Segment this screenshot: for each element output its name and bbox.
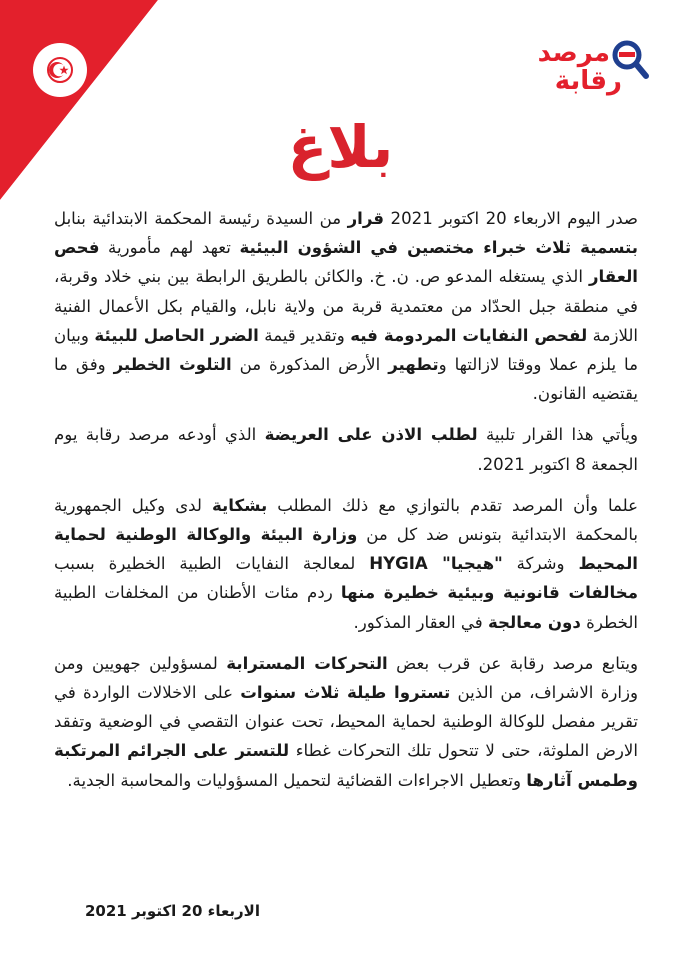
text-span: صدر اليوم الاربعاء 20 اكتوبر 2021 <box>384 209 638 228</box>
text-span: ردم مئات الأطنان من المخلفات الطبية الخطرة <box>54 583 638 632</box>
logo <box>538 36 650 102</box>
text-span: وتعطيل الاجراءات القضائية لتحميل المسؤوليات والمحاسبة الجدية. <box>67 770 527 790</box>
bold-span: لطلب الاذن على العريضة <box>264 425 478 445</box>
text-span: لدى وكيل الجمهورية بالمحكمة الابتدائية بتونس ضد كل من <box>54 495 638 545</box>
page-title: بلاغ <box>287 113 394 181</box>
text-span: الأرض المذكورة من <box>231 355 389 375</box>
bold-span: تستروا طيلة ثلاث سنوات <box>240 683 451 703</box>
bold-span: التلوث الخطير <box>113 355 232 375</box>
document-date: الاربعاء 20 اكتوبر 2021 <box>84 902 260 920</box>
bold-span: قرار <box>347 209 385 228</box>
tunisia-flag-icon <box>33 43 87 97</box>
bold-span: الضرر الحاصل للبيئة <box>94 325 259 345</box>
paragraph-2 <box>54 420 638 478</box>
text-span: علما وأن المرصد تقدم بالتوازي مع ذلك المطلب <box>267 495 638 515</box>
bold-span: للتستر على الجرائم المرتكبة وطمس آثارها <box>54 741 638 790</box>
text-span: تعهد لهم مأمورية <box>99 238 240 258</box>
bold-span: مخالفات قانونية وبيئية خطيرة منها <box>340 583 638 603</box>
bold-span: دون معالجة <box>487 612 581 632</box>
text-span: في العقار المذكور. <box>353 612 488 632</box>
bold-span: فحص العقار <box>54 238 638 287</box>
logo-text-bottom: رقابة <box>554 66 622 96</box>
paragraph-4 <box>54 649 638 795</box>
bold-span: بتسمية ثلاث خبراء مختصين في الشؤون البيئية <box>239 238 638 258</box>
text-span: ويأتي هذا القرار تلبية <box>477 425 639 445</box>
text-span: لمعالجة النفايات الطبية الخطيرة بسبب <box>54 554 370 574</box>
bold-span: التحركات المسترابة <box>226 653 388 673</box>
magnifier-icon <box>610 38 650 80</box>
bold-span: لفحص النفايات المردومة فيه <box>350 325 588 345</box>
text-span: وتقدير قيمة <box>258 325 351 345</box>
text-span: على الاخلالات الواردة في تقرير مفصل للوكالة الوطنية لحماية المحيط، تحت عنوان التقصي في الوضعية وتفقد الارض الملوثة، حتى لا تتحول تلك التحركات غطاء <box>54 683 638 761</box>
text-span: وبيان ما يلزم عملا ووقتا لازالتها و <box>54 325 639 375</box>
paragraph-3 <box>54 491 638 637</box>
bold-span: بشكاية <box>211 495 268 515</box>
text-span: الذي يستغله المدعو ص. ن. خ. والكائن بالطريق الرابطة بين بني خلاد وقربة، في منطقة جبل الحدّاد من معتمدية قربة من ولاية نابل، والقيام بكل الأعمال الفنية اللازمة <box>54 267 639 345</box>
text-span: من السيدة رئيسة المحكمة الابتدائية بنابل <box>54 209 348 228</box>
bold-span: تطهير <box>388 355 439 375</box>
text-span: وشركة <box>502 554 579 574</box>
bold-span: "هيجيا" HYGIA <box>369 554 503 574</box>
text-span: وفق ما يقتضيه القانون. <box>54 355 638 404</box>
document-body <box>54 204 638 807</box>
logo-text-top: مرصد <box>537 38 610 68</box>
paragraph-1 <box>54 204 638 408</box>
bold-span: وزارة البيئة والوكالة الوطنية لحماية المحيط <box>54 525 638 574</box>
text-span: ويتابع مرصد رقابة عن قرب بعض <box>387 653 638 673</box>
text-span: لمسؤولين جهويين ومن وزارة الاشراف، من الذين <box>54 653 638 703</box>
text-span: الذي أودعه مرصد رقابة يوم الجمعة 8 اكتوبر 2021. <box>54 425 638 474</box>
